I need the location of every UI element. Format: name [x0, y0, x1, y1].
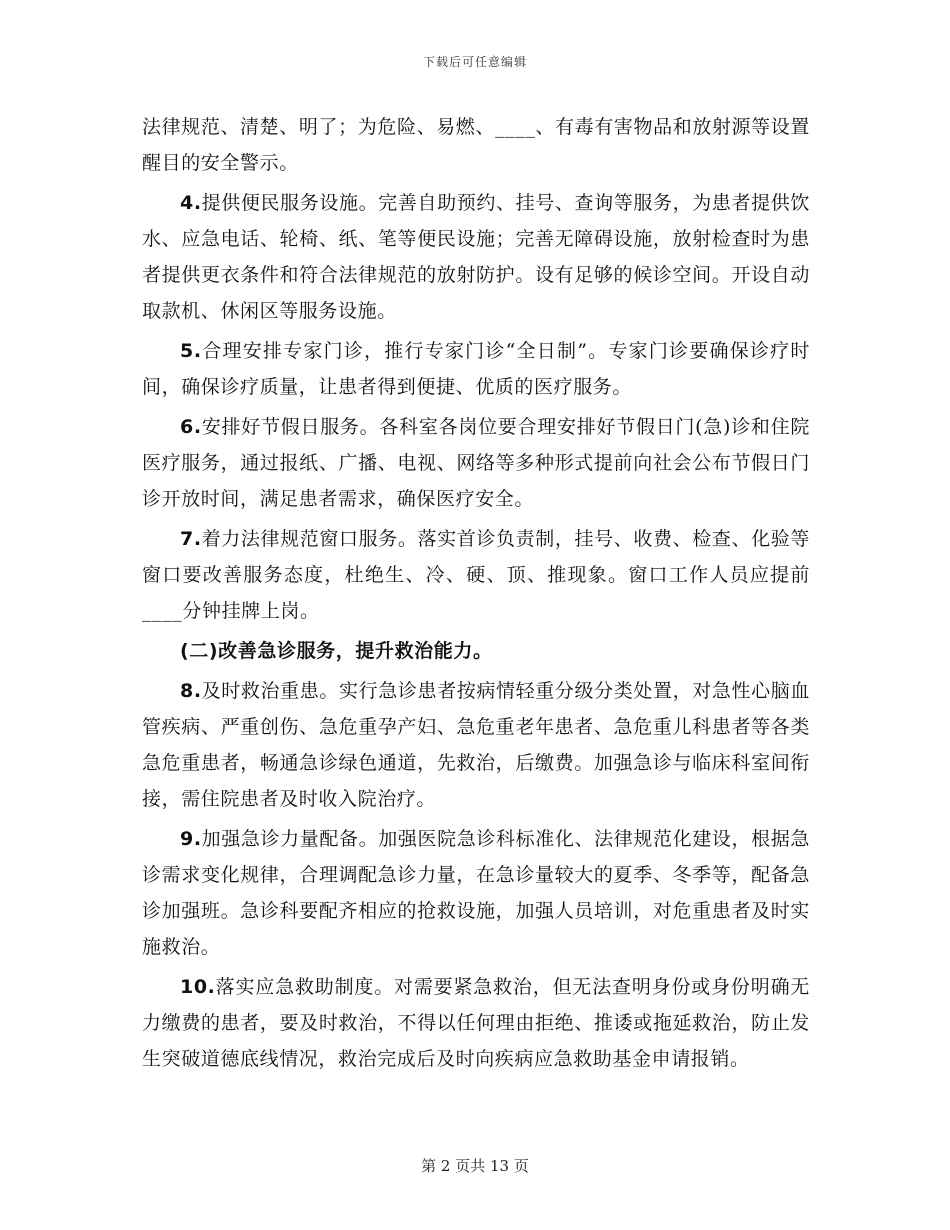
- page-footer: 第 2 页共 13 页: [421, 1157, 529, 1175]
- paragraph-item-5: [142, 333, 810, 405]
- section-heading: (二)改善急诊服务，提升救治能力。: [180, 640, 493, 662]
- paragraph-text: 提供便民服务设施。完善自助预约、挂号、查询等服务，为患者提供饮水、应急电话、轮椅、纸、笔等便民设施；完善无障碍设施，放射检查时为患者提供更衣条件和符合法律规范的放射防护。设有足够的候诊空间。开设自动取款机、休闲区等服务设施。: [142, 192, 810, 322]
- paragraph-text: 安排好节假日服务。各科室各岗位要合理安排好节假日门(急)诊和住院医疗服务，通过报纸、广播、电视、网络等多种形式提前向社会公布节假日门诊开放时间，满足患者需求，确保医疗安全。: [142, 416, 810, 510]
- item-number: 8.: [180, 680, 202, 702]
- paragraph-item-4: [142, 185, 810, 329]
- paragraph-item-7: [142, 521, 810, 629]
- item-number: 5.: [180, 340, 202, 362]
- paragraph-text: 着力法律规范窗口服务。落实首诊负责制，挂号、收费、检查、化验等窗口要改善服务态度，杜绝生、冷、硬、顶、推现象。窗口工作人员应提前____分钟挂牌上岗。: [142, 528, 810, 622]
- paragraph-text: 及时救治重患。实行急诊患者按病情轻重分级分类处置，对急性心脑血管疾病、严重创伤、急危重孕产妇、急危重老年患者、急危重儿科患者等各类急危重患者，畅通急诊绿色通道，先救治，后缴费。加强急诊与临床科室间衔接，需住院患者及时收入院治疗。: [142, 680, 810, 810]
- page-header: 下载后可任意编辑: [422, 55, 527, 69]
- item-number: 4.: [180, 192, 202, 214]
- paragraph-text: 落实应急救助制度。对需要紧急救治，但无法查明身份或身份明确无力缴费的患者，要及时救治，不得以任何理由拒绝、推诿或拖延救治，防止发生突破道德底线情况，救治完成后及时向疾病应急救助基金申请报销。: [142, 976, 810, 1070]
- paragraph-text: 加强急诊力量配备。加强医院急诊科标准化、法律规范化建设，根据急诊需求变化规律，合理调配急诊力量，在急诊量较大的夏季、冬季等，配备急诊加强班。急诊科要配齐相应的抢救设施，加强人员培训，对危重患者及时实施救治。: [142, 828, 810, 958]
- paragraph-text: 合理安排专家门诊，推行专家门诊“全日制”。专家门诊要确保诊疗时间，确保诊疗质量，让患者得到便捷、优质的医疗服务。: [142, 340, 810, 398]
- item-number: 9.: [180, 828, 202, 850]
- item-number: 6.: [180, 416, 202, 438]
- document-body: [142, 109, 810, 1081]
- paragraph-continued: [142, 109, 810, 181]
- paragraph-item-6: [142, 409, 810, 517]
- item-number: 7.: [180, 528, 202, 550]
- paragraph-item-10: [142, 969, 810, 1077]
- paragraph-item-8: [142, 673, 810, 817]
- paragraph-item-9: [142, 821, 810, 965]
- paragraph-text: 法律规范、清楚、明了；为危险、易燃、____、有毒有害物品和放射源等设置醒目的安全警示。: [142, 116, 810, 174]
- item-number: 10.: [180, 976, 216, 998]
